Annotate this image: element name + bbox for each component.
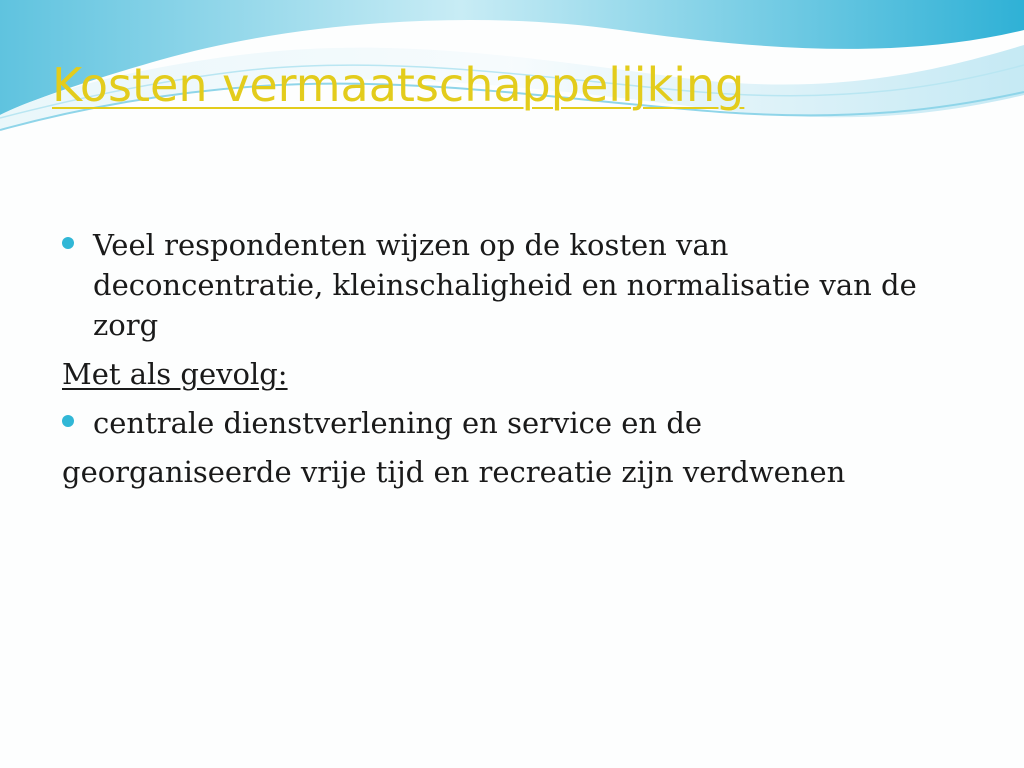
continuation-text: georganiseerde vrije tijd en recreatie zijn verdwenen	[62, 455, 846, 489]
subheading-text: Met als gevolg:	[62, 357, 288, 391]
bullet-dot-icon	[62, 237, 74, 249]
bullet-item	[62, 225, 962, 345]
slide-title: Kosten vermaatschappelijking	[52, 58, 745, 112]
bullet-dot-icon	[62, 415, 74, 427]
bullet-text: centrale dienstverlening en service en de	[93, 406, 703, 440]
slide-body	[62, 225, 962, 501]
subheading	[62, 354, 962, 394]
bullet-item	[62, 403, 962, 443]
bullet-text: Veel respondenten wijzen op de kosten van deconcentratie, kleinschaligheid en normalisatie van de zorg	[93, 228, 917, 342]
